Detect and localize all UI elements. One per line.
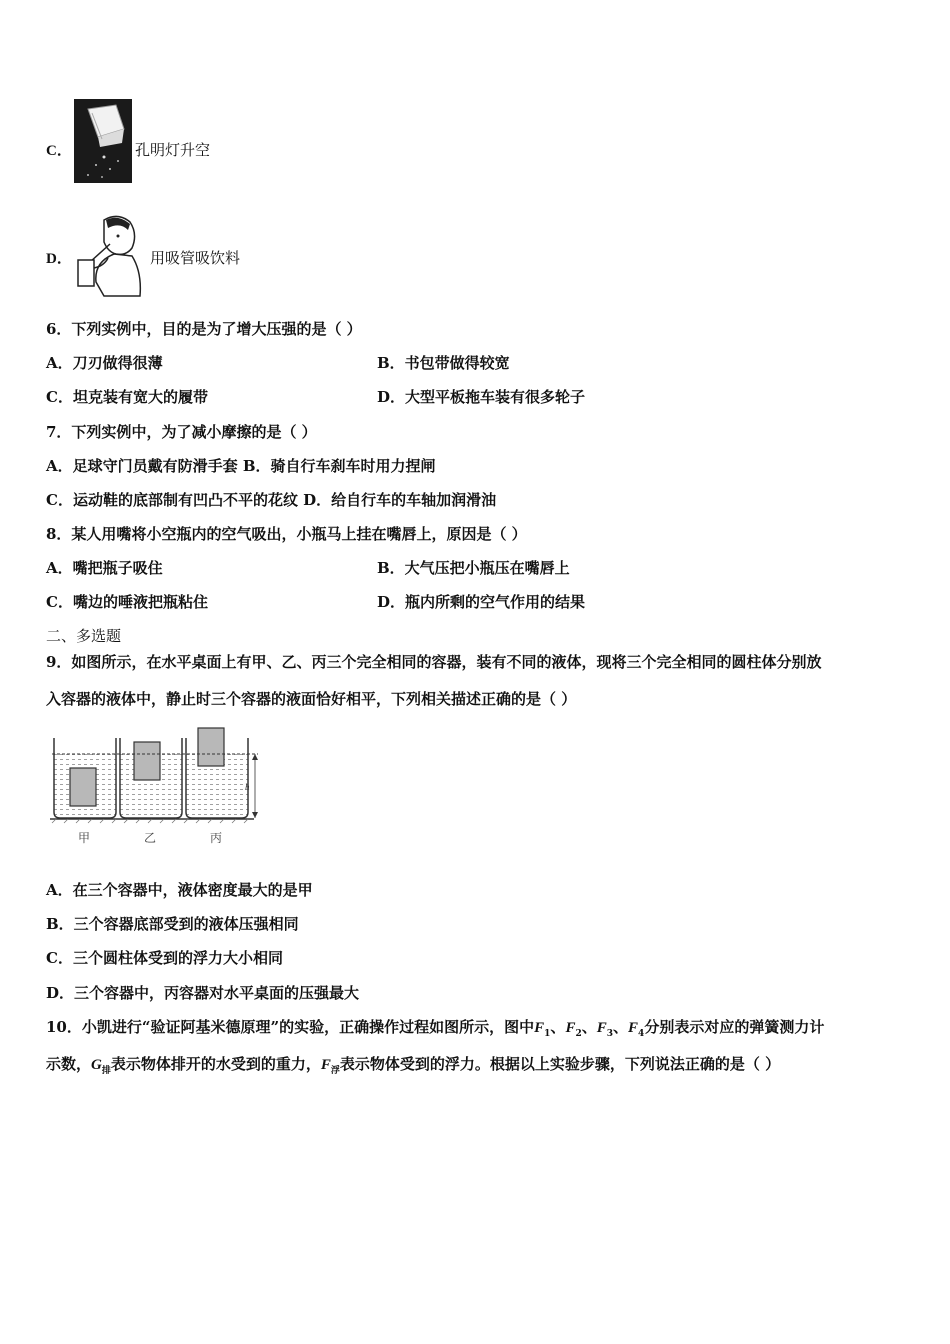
q10-stem-line1: 10．小凯进行“验证阿基米德原理”的实验，正确操作过程如图所示，图中$F_1$、$F_2$、$F_3$、$F_4$分别表示对应的弹簧测力计 <box>46 1018 825 1039</box>
figure-label-jia: 甲 <box>78 831 91 845</box>
option-d-letter: D． <box>46 251 72 267</box>
q7-options-cd: C．运动鞋的底部制有凹凸不平的花纹 D．给自行车的车轴加润滑油 <box>46 491 497 509</box>
q10-stem-line2: 示数，$G_排$表示物体排开的水受到的重力，$F_浮$表示物体受到的浮力。根据以上实验步骤，下列说法正确的是（ ） <box>46 1055 781 1076</box>
q9-containers-figure <box>48 722 262 848</box>
figure-height-label: h <box>245 782 250 792</box>
section-title-multi-choice: 二、多选题 <box>46 627 122 645</box>
q8-option-d: D．瓶内所剩的空气作用的结果 <box>377 593 586 611</box>
q8-option-c: C．嘴边的唾液把瓶粘住 <box>46 593 208 611</box>
option-c-text: 孔明灯升空 <box>135 141 211 159</box>
q9-option-c: C．三个圆柱体受到的浮力大小相同 <box>46 949 283 967</box>
q9-option-a: A．在三个容器中，液体密度最大的是甲 <box>46 881 313 899</box>
option-d-text: 用吸管吸饮料 <box>150 249 241 267</box>
q8-option-a: A．嘴把瓶子吸住 <box>46 559 163 577</box>
option-c-letter: C． <box>46 143 72 159</box>
sky-lantern-image <box>74 99 132 183</box>
drinking-straw-image <box>74 212 144 298</box>
q9-option-b: B．三个容器底部受到的液体压强相同 <box>46 915 299 933</box>
q9-stem-line2: 入容器的液体中，静止时三个容器的液面恰好相平，下列相关描述正确的是（ ） <box>46 690 577 708</box>
q9-option-d: D．三个容器中，丙容器对水平桌面的压强最大 <box>46 984 360 1002</box>
q6-option-a: A．刀刃做得很薄 <box>46 354 163 372</box>
q6-option-d: D．大型平板拖车装有很多轮子 <box>377 388 586 406</box>
figure-label-bing: 丙 <box>210 831 223 845</box>
q6-option-b: B．书包带做得较宽 <box>377 354 510 372</box>
q8-option-b: B．大气压把小瓶压在嘴唇上 <box>377 559 570 577</box>
q7-stem: 7．下列实例中，为了减小摩擦的是（ ） <box>46 423 317 441</box>
q8-stem: 8．某人用嘴将小空瓶内的空气吸出，小瓶马上挂在嘴唇上，原因是（ ） <box>46 525 527 543</box>
q6-stem: 6．下列实例中，目的是为了增大压强的是（ ） <box>46 320 362 338</box>
q7-options-ab: A．足球守门员戴有防滑手套 B．骑自行车刹车时用力捏闸 <box>46 457 436 475</box>
q6-option-c: C．坦克装有宽大的履带 <box>46 388 208 406</box>
figure-label-yi: 乙 <box>144 831 157 845</box>
q9-stem-line1: 9．如图所示，在水平桌面上有甲、乙、丙三个完全相同的容器，装有不同的液体，现将三个完全相同的圆柱体分别放 <box>46 653 822 671</box>
